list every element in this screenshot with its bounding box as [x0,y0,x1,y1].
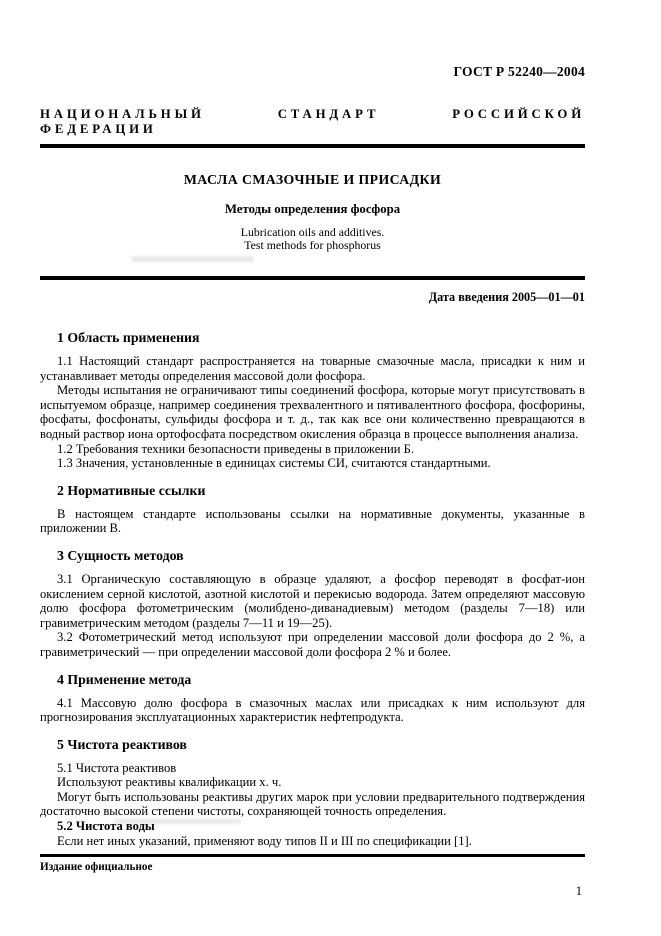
paragraph: 1.3 Значения, установленные в единицах системы СИ, считаются стандартными. [57,456,491,471]
title-en-line1: Lubrication oils and additives. [240,225,385,239]
separator-rule [40,276,585,280]
section-5-heading: 5 Чистота реактивов [57,736,187,752]
effective-date: Дата введения 2005—01—01 [428,290,585,304]
paragraph-water-purity-subheading: 5.2 Чистота воды [57,819,155,834]
section-normative-references [40,483,585,536]
paragraph: Если нет иных указаний, применяют воду типов II и III по спецификации [1]. [57,833,472,848]
section-1-heading: 1 Область применения [57,330,200,345]
paragraph: 4.1 Массовую долю фосфора в смазочных маслах или присадках к ним используют для прогнозирования эксплуатационных характеристик нефтепродукта. [40,695,585,725]
paragraph: 3.1 Органическую составляющую в образце удаляют, а фосфор переводят в фосфат-ион окислением серной кислотой, азотной кислотой и перекисью водорода. Затем определяют массовую долю фосфора фотометрическим (молибдено-диванадиевым) методом (разделы 7—18) или гравиметрическим методом (разделы 7—11 и 19—25). [40,571,585,630]
section-4-heading: 4 Применение метода [57,671,192,687]
section-reagent-purity [40,737,585,849]
page-number: 1 [575,884,582,899]
paragraph: Могут быть использованы реактивы других марок при условии предварительного подтверждения достаточно высокой степени чистоты, сохраняющей точность определения. [40,789,585,819]
paragraph: Используют реактивы квалификации х. ч. [57,775,282,790]
section-method-application [40,672,585,725]
document-title-en [40,226,585,252]
scan-bleed-artifact [113,819,241,824]
section-method-essence [40,548,585,660]
footer-rule [40,854,585,857]
doc-number: ГОСТ Р 52240—2004 [453,64,585,79]
scan-bleed-artifact [132,256,254,262]
standard-type-line: НАЦИОНАЛЬНЫЙ СТАНДАРТ РОССИЙСКОЙ ФЕДЕРАЦИИ [40,107,585,136]
document-subtitle-ru: Методы определения фосфора [224,202,401,216]
paragraph: Методы испытания не ограничивают типы соединений фосфора, которые могут присутствовать в испытуемом образце, например соединения трехвалентного и пятивалентного фосфора, фосфорины, фосфаты, фосфонаты, сульфиды фосфора и т. д., так как все они количественно превращаются в водный раствор иона ортофосфата посредством окисления образца в процессе выполнения анализа. [40,383,585,441]
paragraph: 1.2 Требования техники безопасности приведены в приложении Б. [57,441,415,456]
section-2-heading: 2 Нормативные ссылки [57,482,206,498]
section-scope [40,330,585,471]
document-title-ru: МАСЛА СМАЗОЧНЫЕ И ПРИСАДКИ [183,172,442,187]
header-rule [40,144,585,148]
paragraph: 3.2 Фотометрический метод используют при определении массовой доли фосфора до 2 %, а гравиметрический — при определении массовой доли фосфора 2 % и более. [40,630,585,659]
paragraph: 1.1 Настоящий стандарт распространяется на товарные смазочные масла, присадки к ним и устанавливает методы определения массовой доли фосфора. [40,354,585,383]
paragraph: 5.1 Чистота реактивов [57,760,177,775]
title-en-line2: Test methods for phosphorus [244,238,381,252]
paragraph: В настоящем стандарте использованы ссылки на нормативные документы, указанные в приложении В. [40,506,585,536]
edition-note: Издание официальное [40,861,153,874]
section-3-heading: 3 Сущность методов [57,547,184,563]
